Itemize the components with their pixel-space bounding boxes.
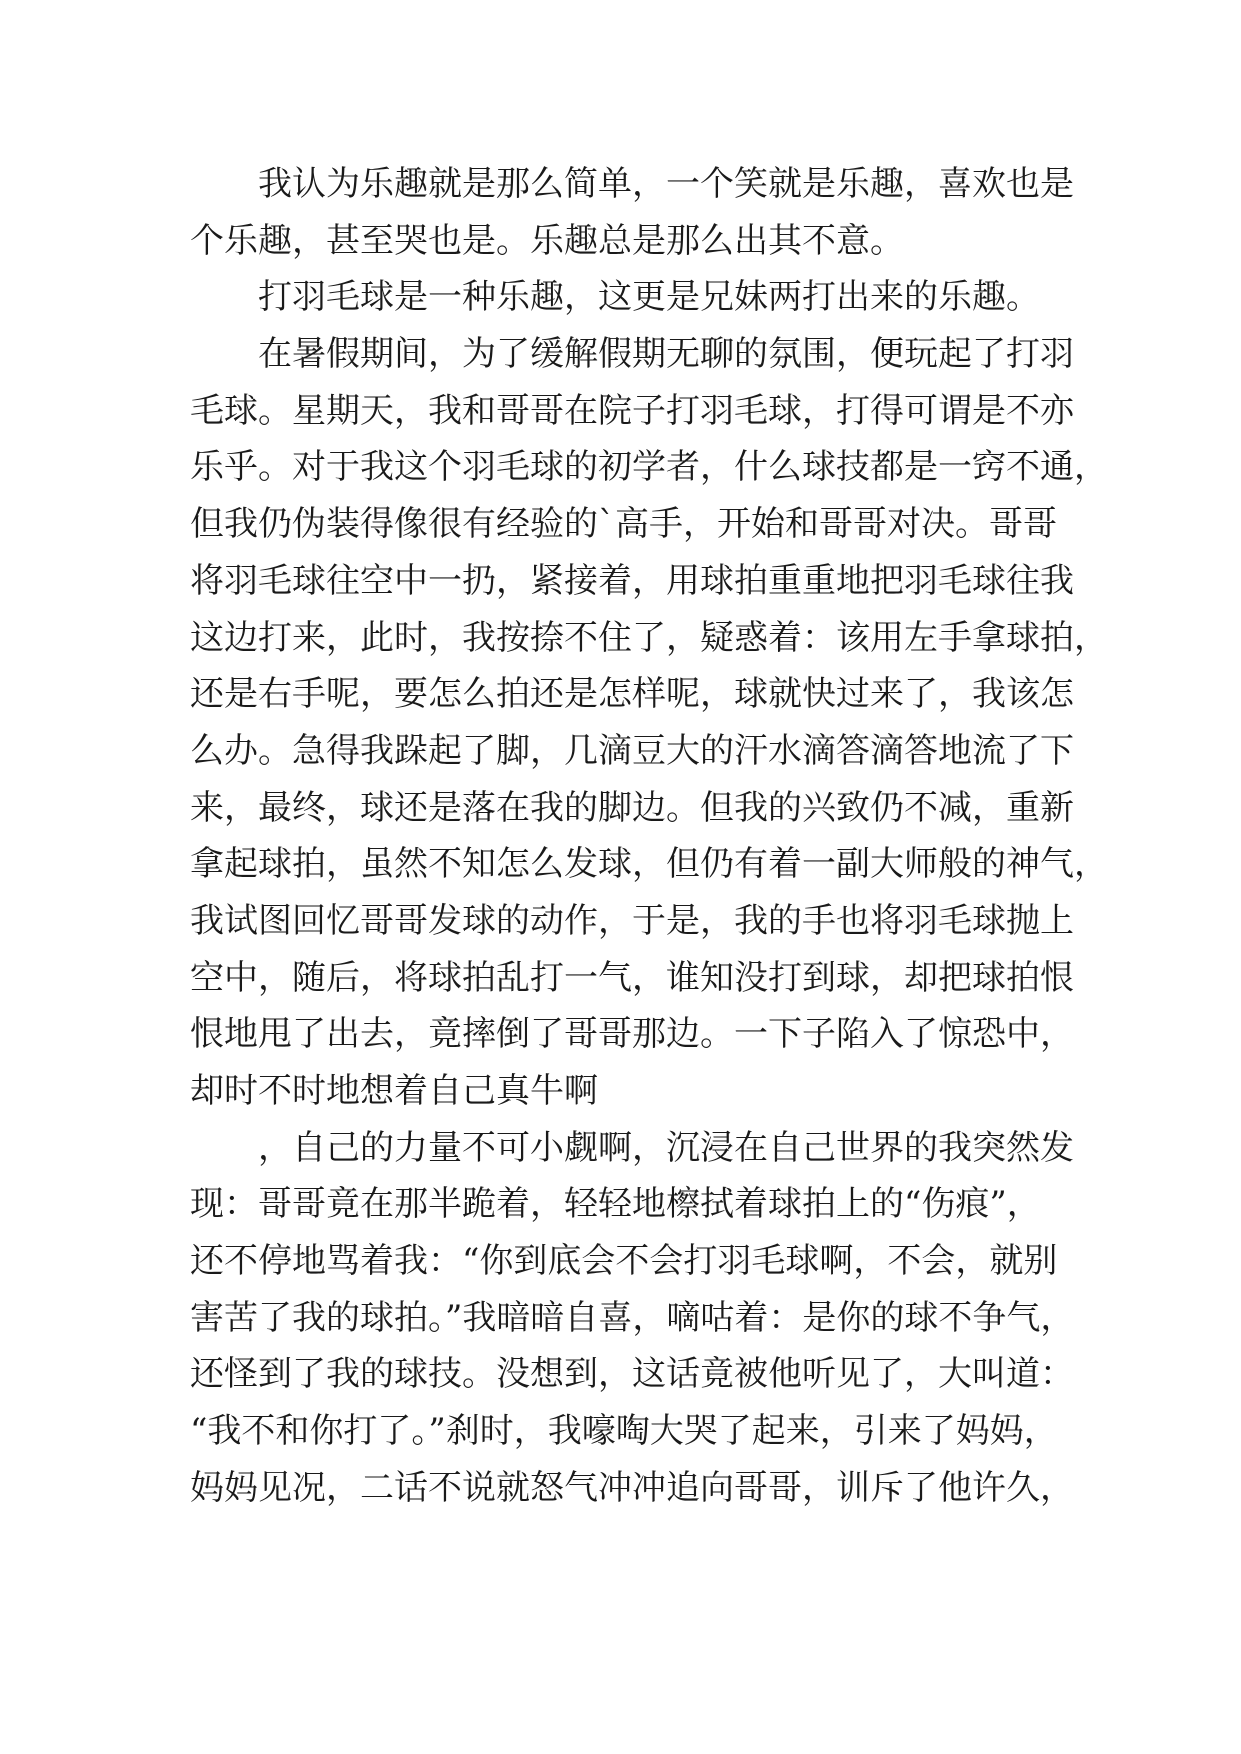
text-line: 我试图回忆哥哥发球的动作，于是，我的手也将羽毛球抛上 [190, 900, 1074, 941]
text-line: 恨地甩了出去，竟摔倒了哥哥那边。一下子陷入了惊恐中， [190, 1014, 1074, 1055]
text-line: 但我仍伪装得像很有经验的`高手，开始和哥哥对决。哥哥 [190, 504, 1057, 545]
text-line: 却时不时地想着自己真牛啊 [190, 1071, 598, 1111]
text-line: 在暑假期间，为了缓解假期无聊的氛围，便玩起了打羽 [190, 334, 1074, 375]
text-line: 还是右手呢，要怎么拍还是怎样呢，球就快过来了，我该怎 [190, 674, 1074, 715]
text-line: 现：哥哥竟在那半跪着，轻轻地檫拭着球拍上的“伤痕”， [190, 1184, 1041, 1225]
text-line: 毛球。星期天，我和哥哥在院子打羽毛球，打得可谓是不亦 [190, 390, 1074, 431]
text-line: 打羽毛球是一种乐趣，这更是兄妹两打出来的乐趣。 [190, 277, 1040, 318]
essay-body [190, 156, 1108, 1517]
text-line: 还怪到了我的球技。没想到，这话竟被他听见了，大叫道： [190, 1354, 1074, 1395]
text-line: “我不和你打了。”刹时，我嚎啕大哭了起来，引来了妈妈， [190, 1411, 1058, 1452]
text-line: 这边打来，此时，我按捺不住了，疑惑着：该用左手拿球拍， [190, 617, 1108, 658]
text-line: 乐乎。对于我这个羽毛球的初学者，什么球技都是一窍不通， [190, 447, 1108, 488]
text-line: ，自己的力量不可小觑啊，沉浸在自己世界的我突然发 [190, 1127, 1074, 1168]
text-line: 害苦了我的球拍。”我暗暗自喜，嘀咕着：是你的球不争气， [190, 1297, 1075, 1338]
text-line: 还不停地骂着我：“你到底会不会打羽毛球啊，不会，就别 [190, 1241, 1058, 1282]
text-line: 拿起球拍，虽然不知怎么发球，但仍有着一副大师般的神气， [190, 844, 1108, 885]
text-line: 我认为乐趣就是那么简单，一个笑就是乐趣，喜欢也是 [190, 164, 1074, 204]
text-line: 妈妈见况，二话不说就怒气冲冲追向哥哥，训斥了他许久， [190, 1467, 1074, 1508]
text-line: 来，最终，球还是落在我的脚边。但我的兴致仍不减，重新 [190, 787, 1074, 828]
text-line: 空中，随后，将球拍乱打一气，谁知没打到球，却把球拍恨 [190, 957, 1074, 998]
text-line: 么办。急得我跺起了脚，几滴豆大的汗水滴答滴答地流了下 [190, 730, 1074, 771]
text-line: 个乐趣，甚至哭也是。乐趣总是那么出其不意。 [190, 220, 904, 261]
text-line: 将羽毛球往空中一扔，紧接着，用球拍重重地把羽毛球往我 [190, 560, 1074, 601]
